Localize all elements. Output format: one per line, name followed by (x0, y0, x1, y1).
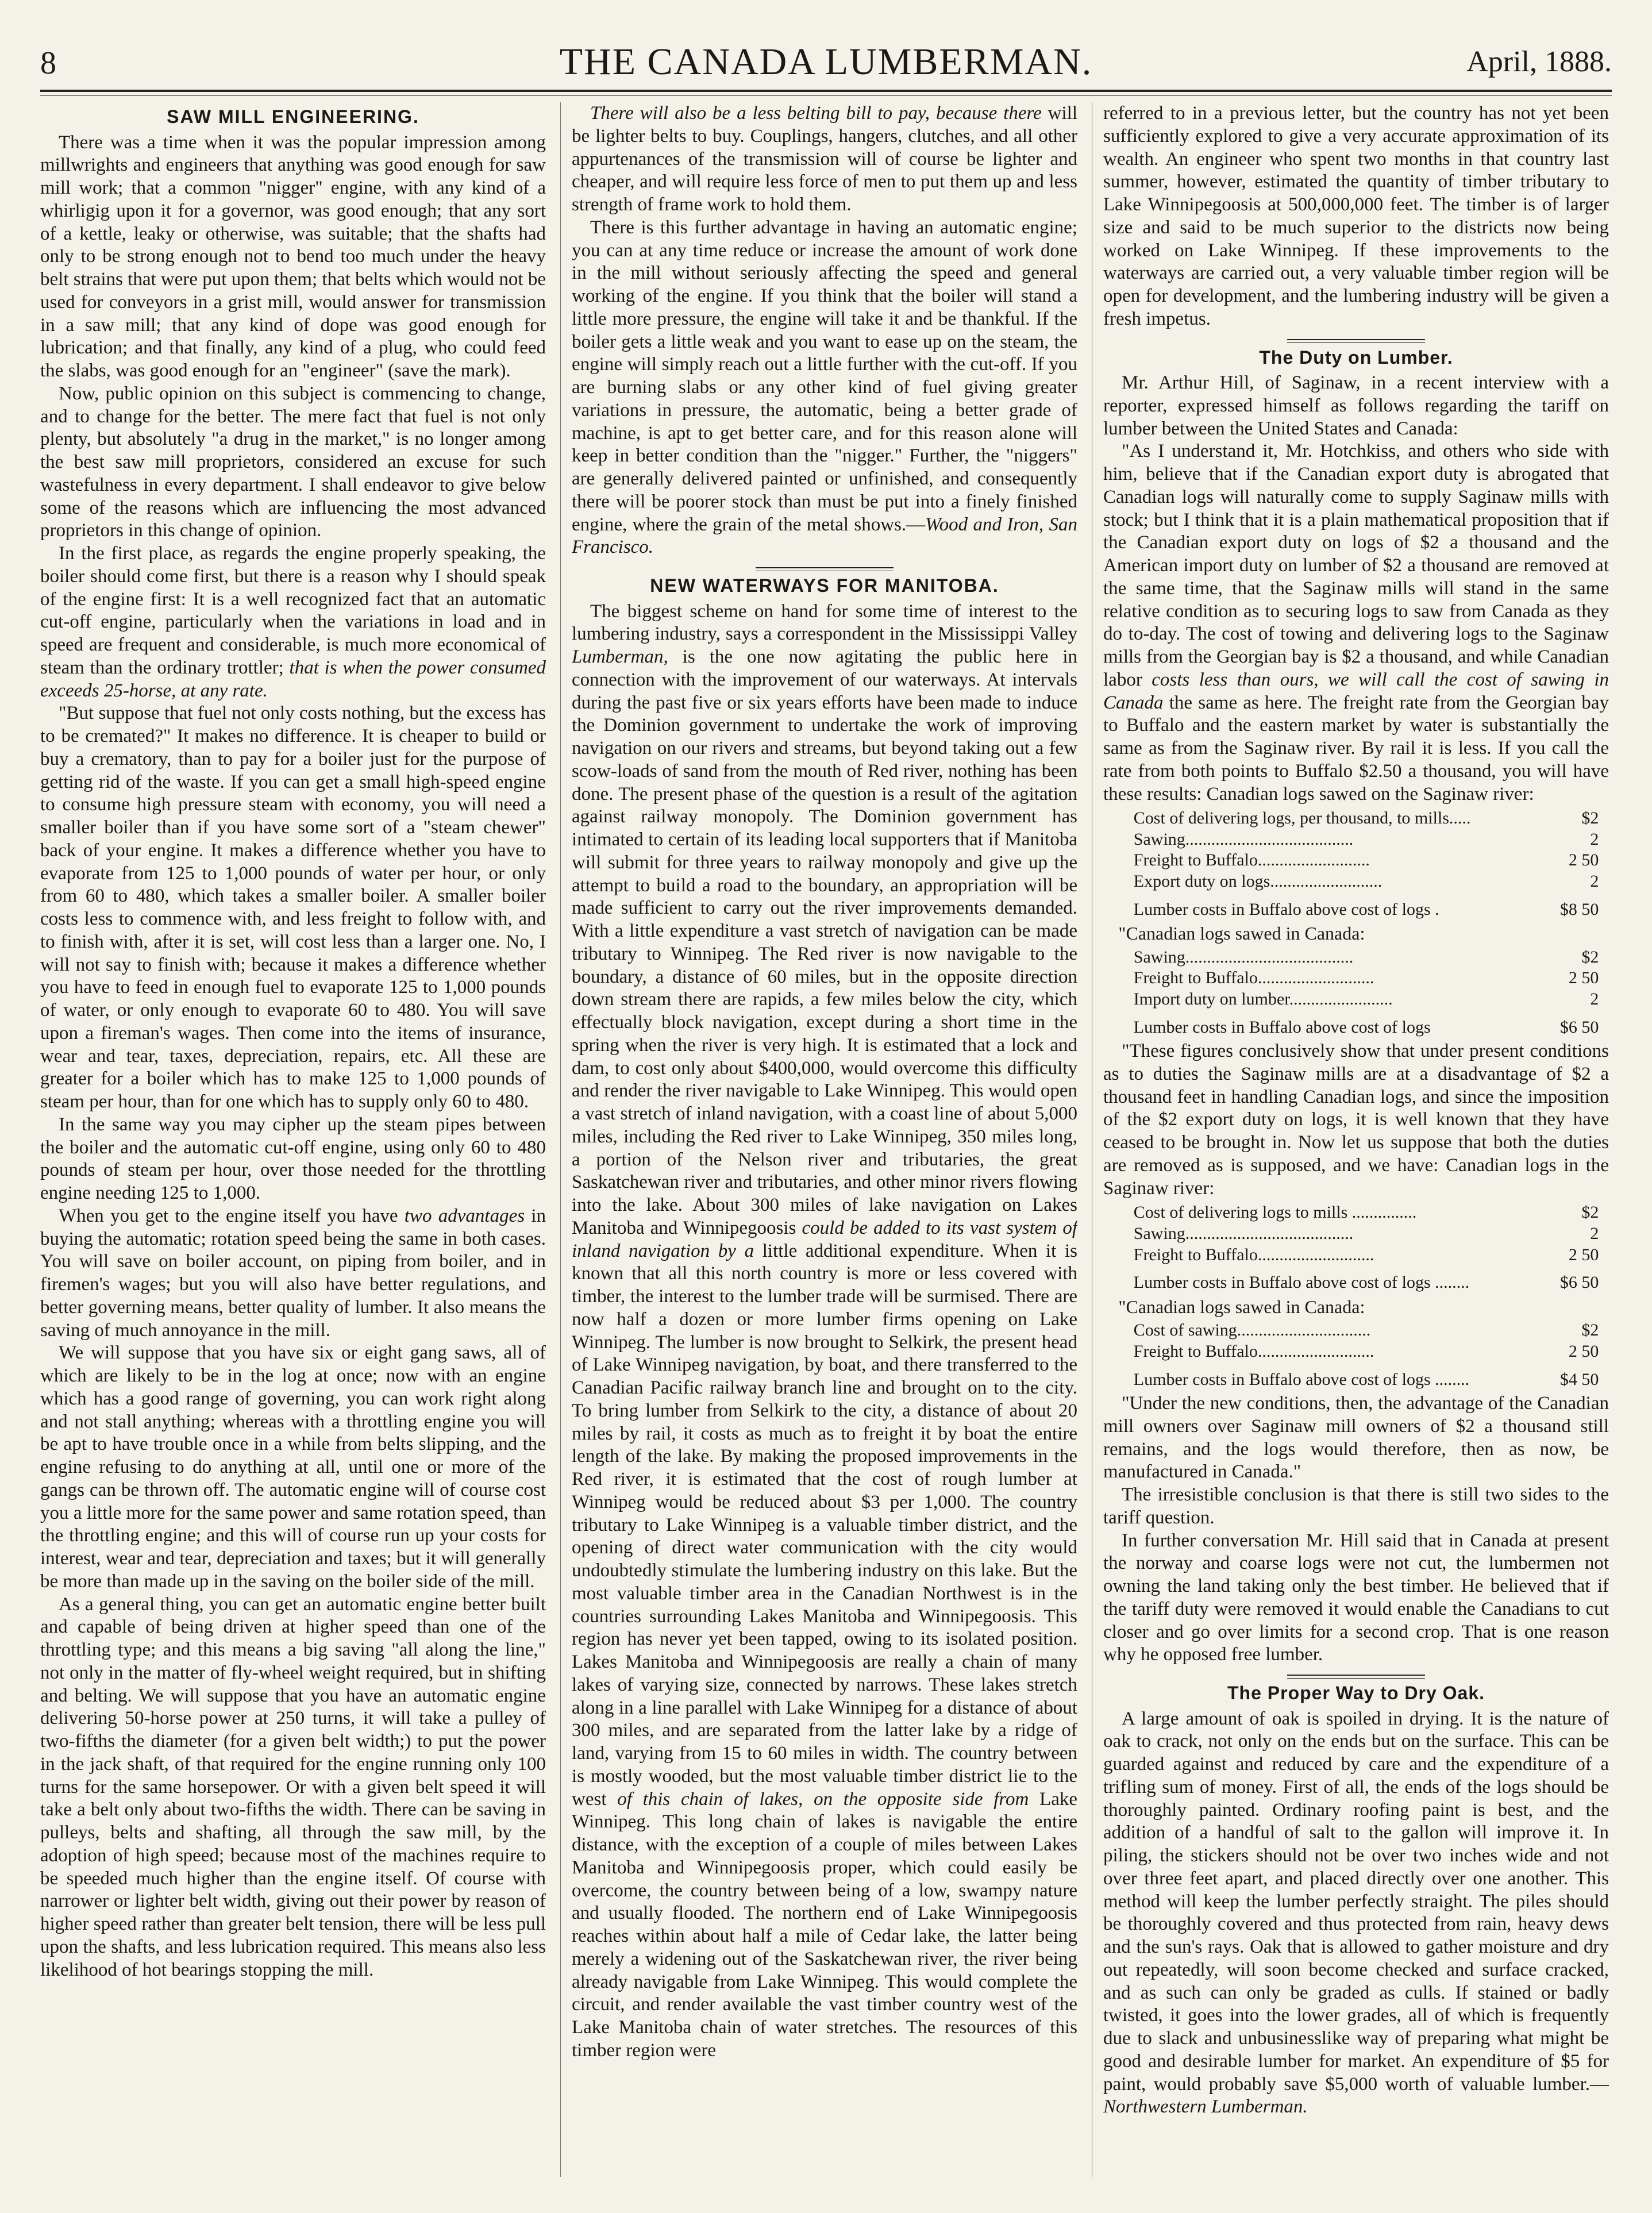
paragraph-text: There is this further advantage in having an automatic engine; you can at any time reduce or increase the amount of work done in the mill without seriously affecting the speed and general working of the engine. If you think that the boiler will stand a little more pressure, the engine will take it and be thankful. If the boiler gets a little weak and you want to ease up on the steam, the engine will simply reach out a little further with the cut-off. If you are burning slabs or any other kind of fuel giving greater variations in pressure, the automatic, being a better grade of machine, is apt to get better care, and for this reason alone will keep in better condition than the "nigger." Further, the "niggers" are generally delivered painted or unfinished, and consequently there will be poorer stock than must be put into a finely finished engine, where the grain of the metal shows.— (572, 217, 1077, 535)
masthead-rule (40, 90, 1612, 92)
cost-value: 2 (1590, 990, 1599, 1009)
italic-text: could be added to its vast system of inland navigation by a (572, 1217, 1077, 1261)
paragraph: We will suppose that you have six or eight gang saws, all of which are likely to be in the log at once; now with an engine which has a good range of governing, you can work right along and not stall anything; whereas with a throttling engine you will be apt to have trouble once in a while from belts slipping, and the engine refusing to do anything at all, until one or more of the gangs can be thrown off. The automatic engine will of course cost you a little more for the same power and same rotation speed, than the throttling engine; and this will of course run up your costs for interest, wear and tear, depreciation and taxes; but it will generally be more than made up in the saving on the boiler side of the mill. (40, 1342, 546, 1592)
paragraph-text: the same as here. The freight rate from the Georgian bay to Buffalo and the eastern market by water is substantially the same as from the Saginaw river. By rail it is less. If you call the rate from both points to Buffalo $2.50 a thousand, you will have these results: Canadian logs sawed on the Saginaw river: (1103, 692, 1609, 805)
italic-text: costs less than ours, we will call the cost of sawing in Canada (1103, 669, 1609, 713)
cost-row (1134, 1245, 1599, 1266)
paragraph-text: in buying the automatic; rotation speed being the same in both cases. You will save on boiler account, on piping from boiler, and in firemen's wages; but you will also have better regulations, and better governing means, better quality of lumber. It also means the saving of much annoyance in the mill. (40, 1205, 546, 1341)
paragraph: There was a time when it was the popular impression among millwrights and engineers that anything was good enough for saw mill work; that a common "nigger" engine, with any kind of a whirligig upon it for a governor, was good enough; that any sort of a kettle, leaky or otherwise, was suitable; that the shafts had only to be strong enough not to bend too much under the heavy belt strains that were put upon them; that belts which would not be used for conveyors in a grist mill, would answer for transmission in a saw mill; that any kind of dope was good enough for lubrication; and that finally, any kind of a plug, who could feed the slabs, was good enough for an "engineer" (save the mark). (40, 132, 546, 382)
cost-label: Freight to Buffalo.......................... (1133, 850, 1370, 870)
cost-value: 2 50 (1568, 968, 1599, 988)
cost-total-label: Lumber costs in Buffalo above cost of logs ........ (1133, 1273, 1470, 1292)
paragraph: referred to in a previous letter, but the country has not yet been sufficiently explored to give a very accurate approximation of its wealth. An engineer who spent two months in that country last summer, however, estimated the quantity of timber tributary to Lake Winnipegoosis at 500,000,000 feet. The timber is of larger size and said to be much superior to the districts now being worked on Lake Winnipeg. If these improvements to the waterways are carried out, a very valuable timber region will be open for development, and the lumbering industry will be given a fresh impetus. (1103, 103, 1609, 329)
paragraph-text: In the first place, as regards the engine properly speaking, the boiler should come first, but there is a reason why I should speak of the engine first: It is a well recognized fact that an automatic cut-off engine, particularly when the variations in load and in speed are frequent and considerable, is much more economical of steam than the ordinary trottler; (40, 543, 546, 678)
issue-date: April, 1888. (1466, 45, 1612, 78)
cost-row (1134, 989, 1599, 1010)
article-heading-duty: The Duty on Lumber. (1259, 347, 1453, 368)
cost-row (1134, 850, 1599, 871)
article-heading-saw-mill: SAW MILL ENGINEERING. (167, 106, 419, 127)
paragraph-text: Lake Winnipeg. This long chain of lakes is navigable the entire distance, with the exception of a couple of miles between Lakes Manitoba and Winnipegoosis proper, which could easily be overcome, the country between being of a low, swampy nature and usually flooded. The northern end of Lake Winnipegoosis reaches within about half a mile of Cedar lake, the latter being merely a widening out of the Saskatchewan river, the river being already navigable from Lake Winnipeg. This would complete the circuit, and render available the vast timber country west of the Lake Manitoba chain of water stretches. The resources of this timber region were (572, 1788, 1077, 2061)
table-subhead: "Canadian logs sawed in Canada: (1118, 923, 1365, 944)
cost-row (1134, 1320, 1599, 1341)
cost-value: 2 50 (1568, 1245, 1599, 1264)
column-2 (572, 102, 1077, 2177)
section-separator (1287, 1675, 1425, 1679)
cost-value: 2 50 (1568, 850, 1599, 870)
paragraph: "These figures conclusively show that under present conditions as to duties the Saginaw mills are at a disadvantage of $2 a thousand feet in handling Canadian logs, and since the imposition of the $2 export duty on logs, it is well known that they have ceased to be brought in. Now let us suppose that both the duties are removed as is supposed, and we have: Canadian logs in the Saginaw river: (1103, 1041, 1609, 1199)
italic-text: of this chain of lakes, on the opposite side from (617, 1788, 1029, 1810)
paragraph: In the same way you may cipher up the steam pipes between the boiler and the automatic cut-off engine, using only 60 to 480 pounds of steam per hour, over those needed for the throttling engine needing 125 to 1,000. (40, 1114, 546, 1204)
paragraph (572, 102, 1077, 217)
source-credit: Wood and Iron, San Francisco. (572, 514, 1077, 558)
cost-label: Cost of delivering logs, per thousand, to mills..... (1133, 809, 1471, 828)
cost-value: $2 (1581, 947, 1599, 967)
article-heading-dry-oak: The Proper Way to Dry Oak. (1227, 1683, 1485, 1704)
cost-total-label: Lumber costs in Buffalo above cost of logs . (1133, 899, 1439, 919)
italic-text: There will also be a less belting bill to pay, because there (590, 103, 1042, 124)
paragraph: "But suppose that fuel not only costs nothing, but the excess has to be cremated?" It makes no difference. It is cheaper to build or buy a crematory, than to pay for a boiler just for the purpose of getting rid of the waste. If you can get a small high-speed engine to consume high pressure steam with economy, you will need a smaller boiler than if you have some sort of a "steam chewer" back of your engine. It makes a difference whether you have to evaporate from 125 to 1,000 pounds of water per hour, or only from 60 to 480, which takes a smaller boiler. A smaller boiler costs less to commence with, and less freight to follow with, and to finish with, after it is set, will cost less than a larger one. No, I will not say to finish with; because it makes a difference whether you have to feed in enough fuel to evaporate 125 to 1,000 pounds of water, or only enough to evaporate 60 to 480. You will save upon a fireman's wages. Then come into the items of insurance, wear and tear, taxes, depreciation, repairs, etc. All these are greater for a boiler which has to make 125 to 1,000 pounds of steam per hour, than for one which has to supply only 60 to 480. (40, 703, 546, 1113)
paragraph: In further conversation Mr. Hill said that in Canada at present the norway and coarse logs were not cut, the lumbermen not owning the land taking only the best timber. He believed that if the tariff duty were removed it would enable the Canadians to cut closer and go over limits for a second crop. That is one reason why he opposed free lumber. (1103, 1530, 1609, 1665)
source-credit: Northwestern Lumberman. (1103, 2096, 1308, 2118)
cost-total-label: Lumber costs in Buffalo above cost of logs (1133, 1017, 1431, 1037)
column-3 (1103, 102, 1609, 2177)
cost-row (1134, 829, 1599, 850)
cost-label: Import duty on lumber........................ (1133, 990, 1393, 1009)
paragraph-text: The biggest scheme on hand for some time of interest to the lumbering industry, says a correspondent in the Mississippi Valley (572, 601, 1077, 645)
cost-value: $2 (1581, 809, 1599, 828)
cost-value: 2 (1590, 872, 1599, 891)
paragraph: "Under the new conditions, then, the advantage of the Canadian mill owners over Saginaw mill owners of $2 a thousand still remains, and the logs would therefore, then as now, be manufactured in Canada." (1103, 1393, 1609, 1483)
masthead-rule-thin (40, 95, 1612, 96)
cost-label: Sawing....................................... (1133, 1224, 1354, 1244)
paragraph (40, 1205, 546, 1342)
cost-label: Sawing....................................... (1133, 947, 1354, 967)
italic-text: that is when the power consumed exceeds 25-horse, at any rate. (40, 657, 546, 701)
paragraph: Now, public opinion on this subject is commencing to change, and to change for the better. The mere fact that fuel is not only plenty, but absolutely "a drug in the market," is no longer among the best saw mill proprietors, considered an excuse for such wastefulness in every department. I shall endeavor to give below some of the reasons which are influencing the most advanced proprietors in this change of opinion. (40, 383, 546, 541)
italic-text: Lumberman, (572, 646, 668, 668)
masthead (40, 34, 1612, 86)
page-number: 8 (40, 45, 56, 81)
cost-total-value: $6 50 (1559, 1017, 1599, 1037)
cost-total-row (1134, 892, 1599, 921)
cost-total-row (1134, 1010, 1599, 1038)
cost-row (1134, 1341, 1599, 1363)
paragraph (572, 217, 1077, 559)
cost-label: Freight to Buffalo........................... (1133, 1341, 1374, 1361)
cost-table-3 (1134, 1202, 1599, 1293)
cost-row (1134, 871, 1599, 892)
cost-row (1134, 1223, 1599, 1245)
cost-table-2 (1134, 947, 1599, 1038)
journal-title: THE CANADA LUMBERMAN. (559, 41, 1093, 83)
cost-label: Sawing....................................... (1133, 829, 1354, 849)
cost-row (1134, 1202, 1599, 1223)
table-subhead: "Canadian logs sawed in Canada: (1118, 1296, 1365, 1317)
cost-total-label: Lumber costs in Buffalo above cost of logs ........ (1133, 1369, 1470, 1389)
cost-value: 2 50 (1568, 1341, 1599, 1361)
cost-row (1134, 968, 1599, 989)
paragraph: The irresistible conclusion is that there is still two sides to the tariff question. (1103, 1484, 1609, 1528)
paragraph: Mr. Arthur Hill, of Saginaw, in a recent interview with a reporter, expressed himself as follows regarding the tariff on lumber between the United States and Canada: (1103, 372, 1609, 439)
paragraph (1103, 1708, 1609, 2119)
paragraph-text: little additional expenditure. When it is known that all this north country is more or less covered with timber, the interest to the lumber trade will be surmised. There are now half a dozen or more lumber firms opening on Lake Winnipeg. The lumber is now brought to Selkirk, the present head of Lake Winnipeg navigation, by boat, and there transferred to the Canadian Pacific railway branch line and brought on to the city. To bring lumber from Selkirk to the city, a distance of about 20 miles by rail, it costs as much as to freight it by boat the entire length of the lake. By making the proposed improvements in the Red river, it is estimated that the cost of rough lumber at Winnipeg would be reduced about $3 per 1,000. The country tributary to Lake Winnipeg is a valuable timber district, and the opening of direct water communication with the city would undoubtedly stimulate the lumbering industry on this lake. But the most valuable timber area in the Canadian Northwest is in the countries surrounding Lakes Manitoba and Winnipegoosis. This region has never yet been tapped, owing to its isolated position. Lakes Manitoba and Winnipegoosis are really a chain of many lakes of varying size, connected by narrows. These lakes stretch along in a line parallel with Lake Winnipeg for a distance of about 300 miles, and are separated from the latter lake by a ridge of land, varying from 15 to 60 miles in width. The country between is mostly wooded, but the most valuable timber district lie to the west (572, 1240, 1077, 1810)
cost-total-row (1134, 1265, 1599, 1294)
section-separator (756, 567, 894, 571)
column-1 (40, 102, 546, 2177)
cost-row (1134, 947, 1599, 968)
cost-total-row (1134, 1363, 1599, 1391)
paragraph-text: is the one now agitating the public here in connection with the improvement of our waterways. At intervals during the past five or six years efforts have been made to induce the Dominion government to undertake the work of improving navigation on our rivers and streams, but beyond taking out a few scow-loads of sand from the mouth of Red river, nothing has been done. The present phase of the question is a result of the agitation against railway monopoly. The Dominion government has intimated to certain of its leading local supporters that if Manitoba will submit for three years to railway monopoly and give up the attempt to build a road to the boundary, an appropriation will be made sufficient to carry out the river improvements demanded. With a little expenditure a vast stretch of navigation can be made tributary to Winnipeg. The Red river is now navigable to the boundary, a distance of 60 miles, but in the opposite direction down stream there are rapids, a few miles below the city, which effectually block navigation, except during a short time in the spring when the river is very high. It is estimated that a lock and dam, to cost only about $400,000, would overcome this difficulty and render the river navigable to Lake Winnipeg. This would open a vast stretch of inland navigation, with a coast line of about 5,000 miles, including the Red river to Lake Winnipeg, 350 miles long, a portion of the Nelson river and tributaries, the great Saskatchewan river and tributaries, and other minor rivers flowing into the lake. About 300 miles of lake navigation on Lakes Manitoba and Winnipegoosis (572, 646, 1077, 1238)
cost-label: Freight to Buffalo........................... (1133, 1245, 1374, 1264)
newspaper-page (40, 34, 1612, 2184)
paragraph (1103, 440, 1609, 806)
cost-value: 2 (1590, 829, 1599, 849)
column-divider (560, 102, 561, 2177)
cost-value: $2 (1581, 1321, 1599, 1340)
cost-table-1 (1134, 808, 1599, 920)
paragraph (40, 542, 546, 702)
paragraph: As a general thing, you can get an automatic engine better built and capable of being driven at higher speed than one of the throttling type; and this means a big saving "all along the line," not only in the matter of fly-wheel weight required, but in shifting and belting. We will suppose that you have an automatic engine delivering 50-horse power at 250 turns, it will take a pulley of two-fifths the diameter (for a given belt width;) to put the power in the jack shaft, of that required for the engine running only 100 turns for the same horsepower. Or with a given belt speed it will take a belt only about two-fifths the width. There can be saving in pulleys, belts and shafting, all through the saw mill, by the adoption of high speed; because most of the machines require to be speeded much higher than the engine itself. Of course with narrower or lighter belt width, giving out their power by reason of higher speed rather than greater belt tension, there will be less pull upon the shafts, and less lubrication required. This means also less likelihood of hot bearings stopping the mill. (40, 1594, 546, 1980)
paragraph (572, 601, 1077, 2062)
cost-label: Cost of sawing............................... (1133, 1321, 1371, 1340)
cost-total-value: $6 50 (1559, 1273, 1599, 1292)
section-separator (1287, 339, 1425, 343)
cost-value: $2 (1581, 1203, 1599, 1222)
cost-label: Cost of delivering logs to mills ............... (1133, 1203, 1417, 1222)
paragraph-text: will be lighter belts to buy. Couplings, hangers, clutches, and all other appurtenances of the transmission will of course be lighter and cheaper, and will require less force of men to put them up and less strength of frame work to hold them. (572, 103, 1077, 215)
italic-text: two advantages (404, 1205, 525, 1226)
cost-label: Freight to Buffalo........................... (1133, 968, 1374, 988)
article-heading-waterways: NEW WATERWAYS FOR MANITOBA. (650, 575, 999, 596)
cost-total-value: $8 50 (1559, 899, 1599, 919)
cost-table-4 (1134, 1320, 1599, 1390)
paragraph-text: A large amount of oak is spoiled in drying. It is the nature of oak to crack, not only on the ends but on the surface. This can be guarded against and reduced by care and the expenditure of a trifling sum of money. First of all, the ends of the logs should be thoroughly painted. Ordinary roofing paint is best, and the addition of a handful of salt to the gallon will improve it. In piling, the stickers should not be over two inches wide and not over three feet apart, and placed directly over one another. This method will keep the lumber perfectly straight. The piles should be thoroughly covered and thus protected from rain, heavy dews and the sun's rays. Oak that is allowed to gather moisture and dry out repeatedly, will soon become checked and surface cracked, and as such can only be graded as culls. If stained or badly twisted, it goes into the lower grades, all of which is frequently due to slack and unbusinesslike way of preparing what might be good and desirable lumber for market. An expenditure of $5 for paint, would probably save $5,000 worth of valuable lumber.— (1103, 1708, 1609, 2095)
paragraph-text: When you get to the engine itself you have (59, 1205, 398, 1226)
paragraph-text: "As I understand it, Mr. Hotchkiss, and others who side with him, believe that if the Canadian export duty is abrogated that Canadian logs will naturally come to supply Saginaw mills with stock; but I think that it is a plain mathematical proposition that if the Canadian export duty on logs of $2 a thousand and the American import duty on lumber of $2 a thousand are removed at the same time, that the Saginaw mills will stand in the same relative condition as to securing logs to saw from Canada as they do to-day. The cost of towing and delivering logs to the Saginaw mills from the Georgian bay is $2 a thousand, and while Canadian labor (1103, 441, 1609, 690)
cost-row (1134, 808, 1599, 829)
cost-label: Export duty on logs.......................... (1133, 872, 1383, 891)
cost-total-value: $4 50 (1559, 1369, 1599, 1389)
cost-value: 2 (1590, 1224, 1599, 1244)
